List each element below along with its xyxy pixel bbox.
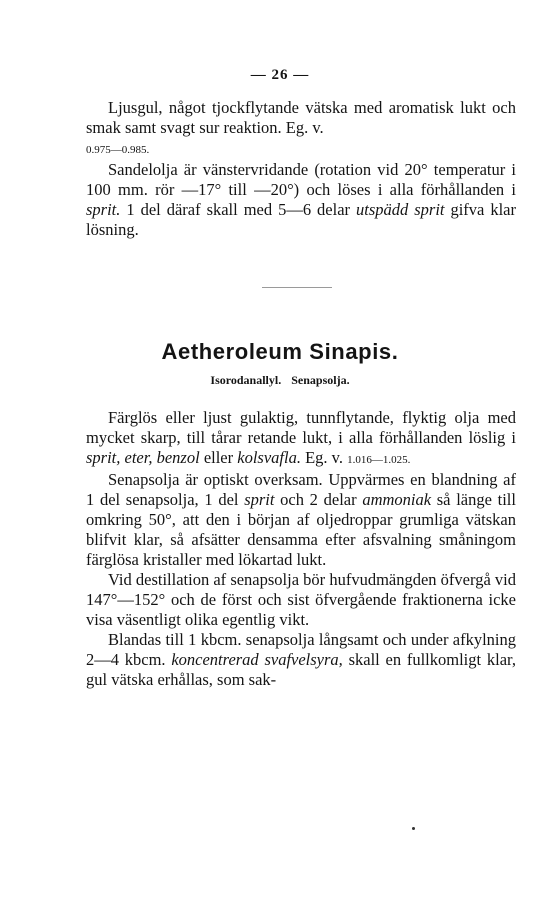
italic-term: sprit	[244, 490, 275, 509]
paragraph	[86, 408, 516, 470]
specific-gravity: 1.016—1.025.	[347, 454, 411, 466]
print-speck	[412, 827, 415, 830]
italic-term: koncentrerad svafvelsyra,	[171, 650, 343, 669]
paragraph-text: Sandelolja är vänstervridande (rotation vid 20° temperatur i 100 mm. rör —17° till —20°) och löses i alla förhållanden i	[86, 160, 516, 199]
paragraph-text: eller	[199, 448, 238, 467]
section-divider	[262, 287, 332, 288]
page-number: — 26 —	[250, 67, 310, 83]
paragraph-text: skall en fullkomligt klar, gul vätska erhållas, som sak-	[86, 650, 516, 689]
paragraph-text: Färglös eller ljust gulaktig, tunnflytande, flyktig olja med mycket skarp, till tårar retande lukt, i alla förhållanden löslig i	[86, 408, 516, 447]
section-heading: Aetheroleum Sinapis.	[161, 339, 399, 364]
paragraph	[86, 470, 516, 570]
paragraph-text: Blandas till 1 kbcm. senapsolja långsamt och under afkylning 2—4 kbcm.	[86, 630, 516, 669]
synonyms	[0, 373, 560, 388]
specific-gravity: 0.975—0.985.	[86, 144, 150, 156]
section-senapsolja-text	[86, 408, 516, 690]
italic-term: sprit,	[86, 448, 121, 467]
paragraph-text: och 2 delar	[274, 490, 363, 509]
paragraph: Vid destillation af senapsolja bör hufvudmängden öfvergå vid 147°—152° och de först och sist öfvergående fraktionerna icke visa väsentligt olika egentlig vikt.	[86, 570, 516, 629]
paragraph	[86, 138, 516, 160]
synonym: Senapsolja.	[291, 373, 350, 387]
italic-term: kolsvafla.	[237, 448, 301, 467]
section-sandelolja-text	[86, 98, 516, 240]
synonym: Isorodanallyl.	[210, 373, 282, 387]
paragraph	[86, 98, 516, 138]
italic-term: eter,	[124, 448, 153, 467]
paragraph-text: 1 del däraf skall med 5—6 delar	[120, 200, 356, 219]
paragraph-text: så länge till omkring 50°, att den i början af oljedroppar grumliga vätskan blifvit klar, så afsätter densamma efter afsvalning småningom färglösa kristaller med lökartad lukt.	[86, 490, 516, 569]
paragraph	[86, 630, 516, 690]
paragraph	[86, 160, 516, 240]
paragraph-text: Eg. v.	[300, 448, 343, 467]
paragraph-text: gifva klar lösning.	[86, 200, 516, 239]
paragraph-text: Ljusgul, något tjockflytande vätska med aromatisk lukt och smak samt svagt sur reaktion. Eg. v.	[86, 98, 516, 137]
italic-term: sprit.	[86, 200, 121, 219]
italic-term: ammoniak	[362, 490, 432, 509]
italic-term: benzol	[156, 448, 200, 467]
italic-term: utspädd sprit	[356, 200, 445, 219]
paragraph-text: Senapsolja är optiskt overksam. Uppvärmes en blandning af 1 del senapsolja, 1 del	[86, 470, 516, 509]
